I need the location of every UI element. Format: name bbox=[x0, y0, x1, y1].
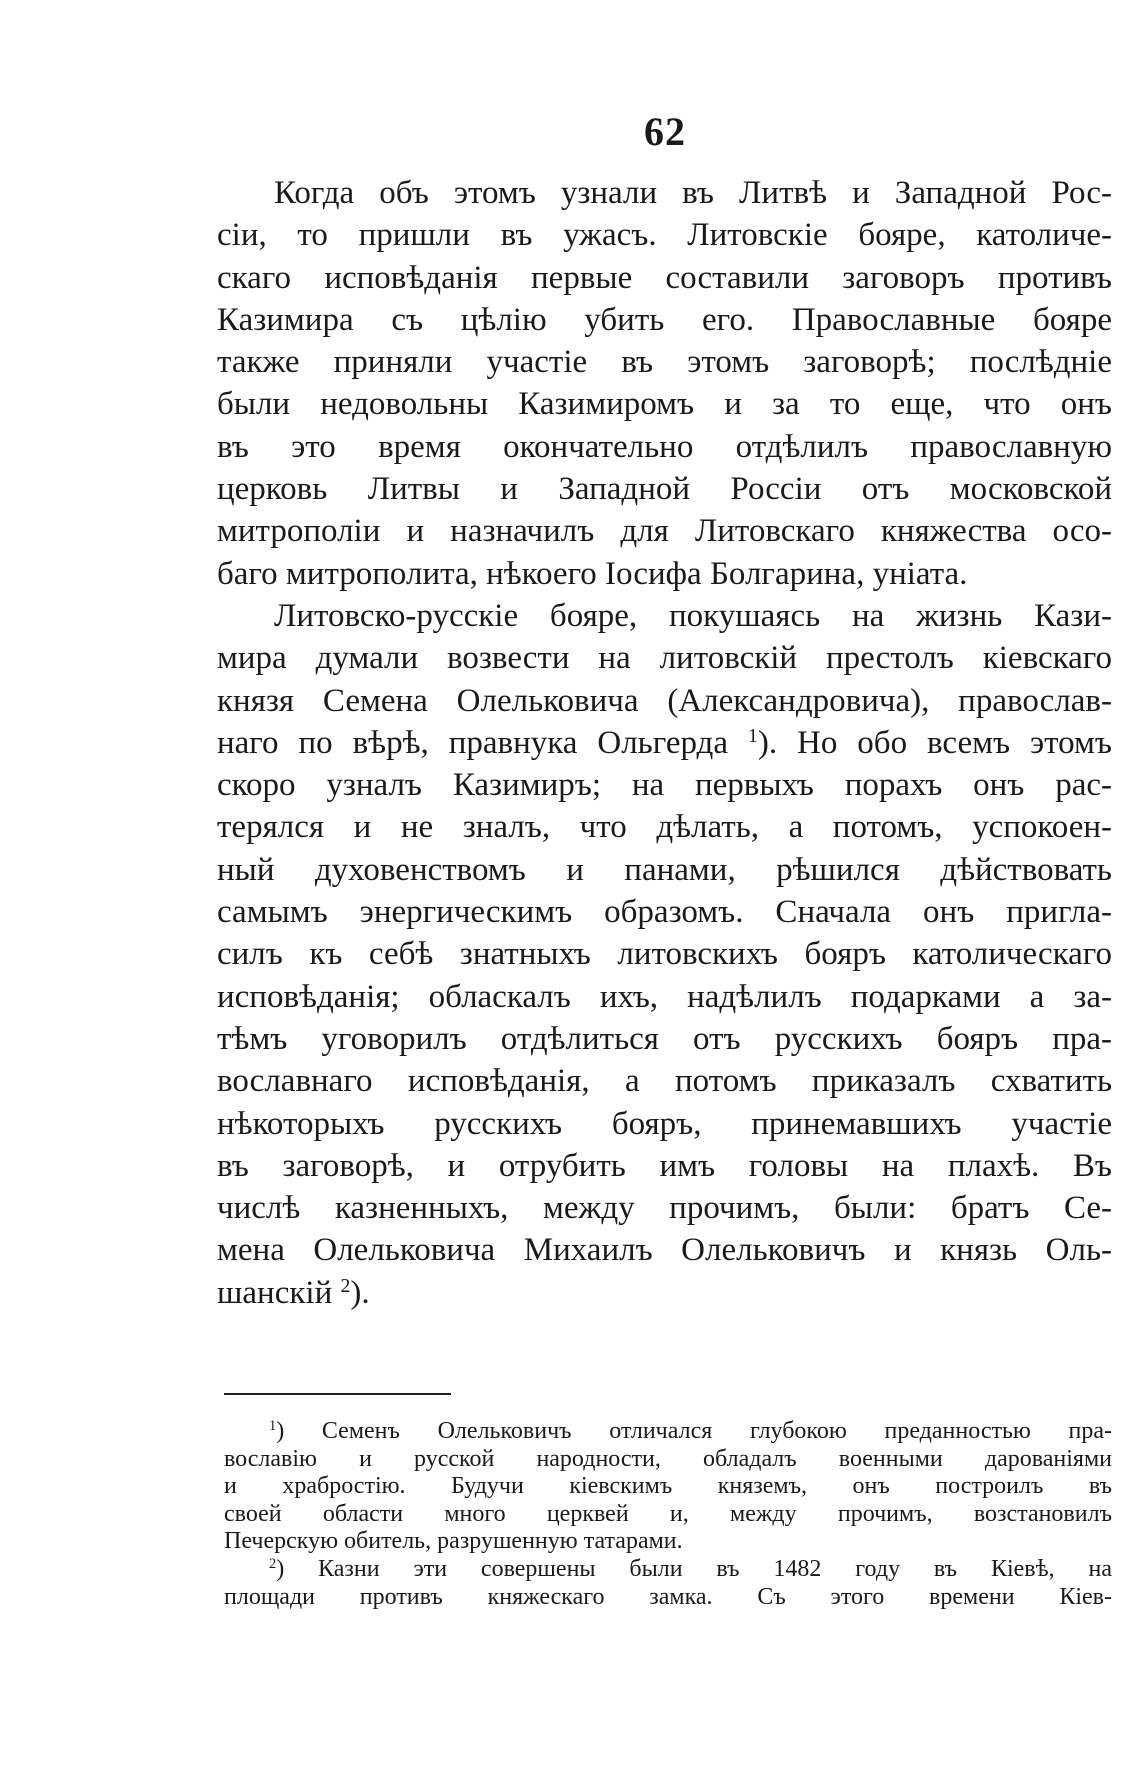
page-number: 62 bbox=[644, 109, 686, 154]
text-line: Казимира съ цѣлію убить его. Православные бояре bbox=[217, 301, 1112, 338]
text-line: также приняли участіе въ этомъ заговорѣ; послѣдніе bbox=[217, 344, 1112, 381]
text-line: сіи, то пришли въ ужасъ. Литовскіе бояре, католиче- bbox=[217, 217, 1112, 254]
text-segment: шанскій bbox=[217, 1274, 333, 1311]
text-line-with-note bbox=[217, 1272, 1112, 1314]
footnote-marker-2: 2 bbox=[269, 1556, 277, 1573]
text-line: Литовско-русскіе бояре, покушаясь на жизнь Кази- bbox=[274, 597, 1112, 634]
text-line: скоро узналъ Казимиръ; на первыхъ порахъ онъ рас- bbox=[217, 767, 1112, 804]
text-line: нѣкоторыхъ русскихъ бояръ, принемавшихъ участіе bbox=[217, 1105, 1112, 1142]
text-segment: ). bbox=[350, 1274, 370, 1311]
text-line: Когда объ этомъ узнали въ Литвѣ и Западной Рос- bbox=[274, 175, 1112, 211]
footnote-line bbox=[224, 1418, 1112, 1446]
text-line: баго митрополита, нѣкоего Іосифа Болгарина, уніата. bbox=[217, 555, 968, 592]
text-line: тѣмъ уговорилъ отдѣлиться отъ русскихъ бояръ пра- bbox=[217, 1020, 1112, 1057]
text-line: числѣ казненныхъ, между прочимъ, были: братъ Се- bbox=[217, 1190, 1112, 1227]
footnote-line: вославію и русской народности, обладалъ военными дарованіями bbox=[224, 1445, 1112, 1472]
footnote-divider bbox=[224, 1393, 451, 1395]
text-line: скаго исповѣданія первые составили заговоръ противъ bbox=[217, 259, 1112, 296]
footnote-ref-2: 2 bbox=[340, 1274, 351, 1297]
footnote-line: своей области много церквей и, между прочимъ, возстановилъ bbox=[224, 1500, 1112, 1527]
text-line: церковь Литвы и Западной Россіи отъ московской bbox=[217, 471, 1112, 508]
text-line: терялся и не зналъ, что дѣлать, а потомъ, успокоен- bbox=[217, 809, 1112, 846]
text-line: были недовольны Казимиромъ и за то еще, что онъ bbox=[217, 386, 1112, 423]
footnotes bbox=[224, 1418, 1112, 1611]
text-segment: ) Казни эти совершены были въ 1482 году въ Кіевѣ, на bbox=[276, 1555, 1112, 1582]
footnote-line: Печерскую обитель, разрушенную татарами. bbox=[224, 1528, 683, 1555]
text-line: мена Олельковича Михаилъ Олельковичъ и князь Оль- bbox=[217, 1232, 1112, 1269]
text-line: вославнаго исповѣданія, а потомъ приказалъ схватить bbox=[217, 1063, 1112, 1100]
footnote-ref-1: 1 bbox=[747, 724, 758, 747]
text-line: князя Семена Олельковича (Александровича), православ- bbox=[217, 682, 1112, 719]
footnote-line: площади противъ княжескаго замка. Съ этого времени Кіев- bbox=[224, 1583, 1112, 1610]
text-segment: ) Семенъ Олельковичъ отличался глубокою преданностью пра- bbox=[276, 1418, 1112, 1444]
text-line: исповѣданія; обласкалъ ихъ, надѣлилъ подарками а за- bbox=[217, 978, 1112, 1015]
text-line: въ заговорѣ, и отрубить имъ головы на плахѣ. Въ bbox=[217, 1147, 1112, 1184]
text-line: ный духовенствомъ и панами, рѣшился дѣйствовать bbox=[217, 851, 1112, 888]
text-line-with-note bbox=[217, 722, 1112, 764]
text-line: въ это время окончательно отдѣлилъ православную bbox=[217, 428, 1112, 465]
footnote-line bbox=[224, 1556, 1112, 1584]
footnote-line: и храбростію. Будучи кіевскимъ княземъ, онъ построилъ въ bbox=[224, 1473, 1112, 1500]
text-line: силъ къ себѣ знатныхъ литовскихъ бояръ католическаго bbox=[217, 936, 1112, 973]
text-segment: наго по вѣрѣ, правнука Ольгерда bbox=[217, 724, 728, 761]
text-line: самымъ энергическимъ образомъ. Сначала онъ пригла- bbox=[217, 894, 1112, 931]
text-segment: ). Но обо всемъ этомъ bbox=[757, 724, 1112, 761]
main-text bbox=[217, 172, 1112, 1314]
text-line: мира думали возвести на литовскій престолъ кіевскаго bbox=[217, 640, 1112, 677]
text-line: митрополіи и назначилъ для Литовскаго княжества осо- bbox=[217, 513, 1112, 550]
footnote-marker-1: 1 bbox=[269, 1418, 277, 1435]
